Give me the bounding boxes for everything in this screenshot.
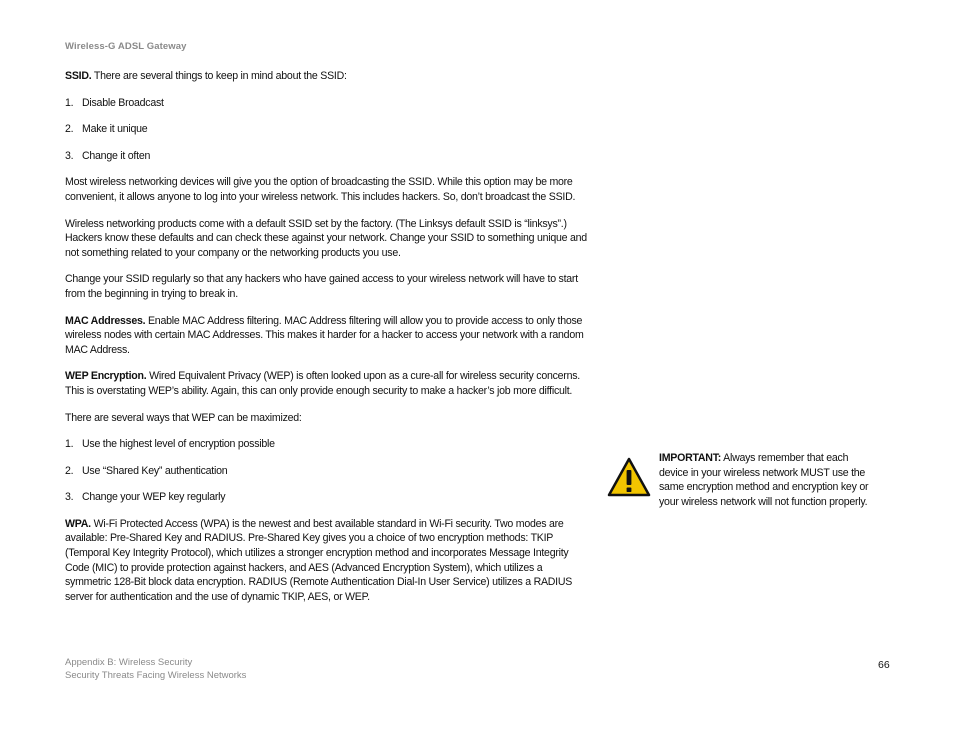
- ssid-paragraph-default: Wireless networking products come with a default SSID set by the factory. (The Linksys default SSID is “linksys”.) Hackers know these defaults and can check these against your network. Change your SSID to something unique and not something related to your company or the networking products you use.: [65, 217, 587, 259]
- ssid-intro: SSID. There are several things to keep in mind about the SSID:: [65, 70, 347, 82]
- list-item: 2. Make it unique: [65, 123, 148, 136]
- wpa-label: WPA.: [65, 517, 91, 530]
- page-number: 66: [878, 659, 890, 671]
- list-item: 3. Change your WEP key regularly: [65, 491, 226, 504]
- wpa-paragraph: WPA. Wi-Fi Protected Access (WPA) is the newest and best available standard in Wi-Fi security. Two modes are available: Pre-Shared Key and RADIUS. Pre-Shared Key gives you a choice of two encryption methods: TKIP (Temporal Key Integrity Protocol), which utilizes a stronger encryption method and incorporates Message Integrity Code (MIC) to provide protection against hackers, and AES (Advanced Encryption System), which utilizes a symmetric 128-Bit block data encryption. RADIUS (Remote Authentication Dial-In User Service) utilizes a RADIUS server for authentication and the use of dynamic TKIP, AES, or WEP.: [65, 517, 573, 603]
- important-note-text: IMPORTANT: Always remember that each device in your wireless network MUST use the same encryption method and encryption key or your wireless network will not function properly.: [659, 452, 869, 508]
- important-label: IMPORTANT:: [659, 452, 722, 464]
- list-item: 2. Use “Shared Key” authentication: [65, 464, 228, 477]
- running-footer: [65, 657, 246, 682]
- ssid-paragraph-broadcast: Most wireless networking devices will give you the option of broadcasting the SSID. While this option may be more convenient, it allows anyone to log into your wireless network. This includes hackers. So, don’t broadcast the SSID.: [65, 176, 576, 203]
- list-item: 1. Disable Broadcast: [65, 96, 164, 109]
- running-header: Wireless-G ADSL Gateway: [65, 41, 187, 52]
- footer-section: Security Threats Facing Wireless Networks: [65, 669, 247, 681]
- mac-label: MAC Addresses.: [65, 314, 146, 327]
- mac-paragraph: MAC Addresses. Enable MAC Address filtering. MAC Address filtering will allow you to provide access to only those wireless nodes with certain MAC Addresses. This makes it harder for a hacker to access your network with a random MAC Address.: [65, 314, 584, 356]
- ssid-paragraph-change: Change your SSID regularly so that any hackers who have gained access to your wireless network will have to start from the beginning in trying to break in.: [65, 273, 578, 300]
- list-item: 3. Change it often: [65, 149, 151, 162]
- wep-label: WEP Encryption.: [65, 370, 147, 383]
- wep-ways-intro: There are several ways that WEP can be maximized:: [65, 411, 302, 424]
- warning-triangle-icon: [607, 457, 651, 497]
- list-item: 1. Use the highest level of encryption possible: [65, 438, 275, 451]
- wep-paragraph: WEP Encryption. Wired Equivalent Privacy (WEP) is often looked upon as a cure-all for wireless security concerns. This is overstating WEP’s ability. Again, this can only provide enough security to make a hacker’s job more difficult.: [65, 370, 580, 397]
- important-note: [607, 451, 897, 531]
- main-text-column: [65, 69, 590, 604]
- ssid-label: SSID.: [65, 70, 92, 82]
- footer-chapter: Appendix B: Wireless Security: [65, 657, 193, 668]
